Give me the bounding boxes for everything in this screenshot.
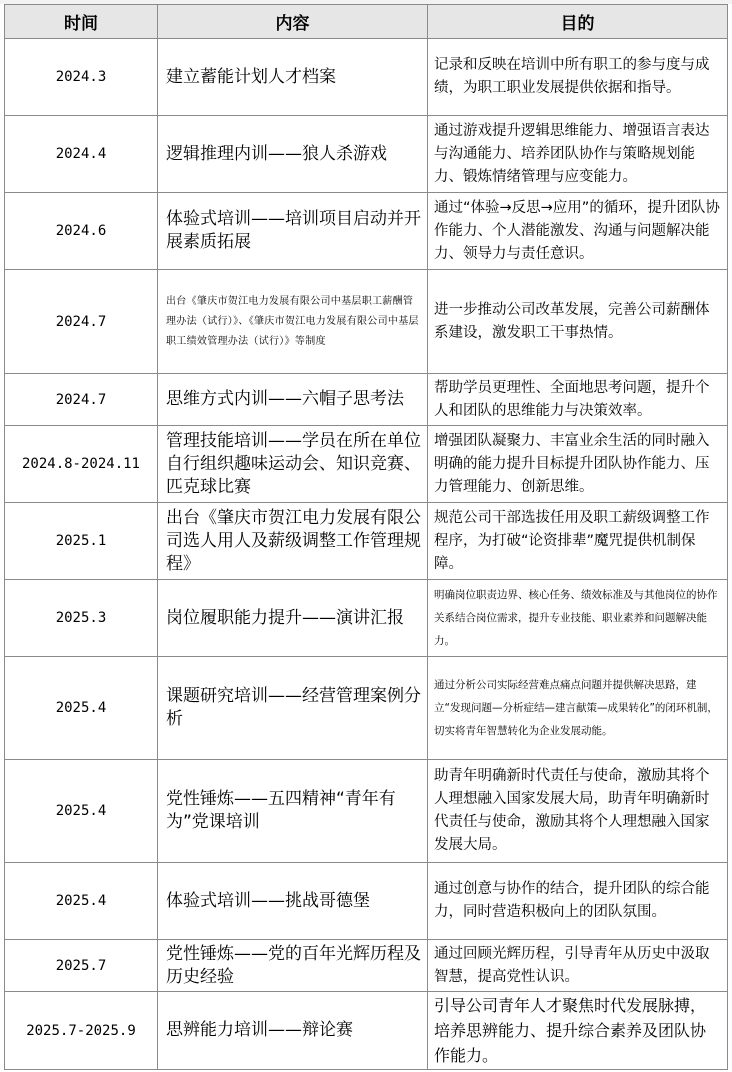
content-cell: 课题研究培训——经营管理案例分析 [158, 657, 428, 760]
purpose-cell: 规范公司干部选拔任用及职工薪级调整工作程序，为打破“论资排辈”魔咒提供机制保障。 [428, 503, 728, 580]
time-cell: 2024.4 [5, 116, 158, 193]
header-time: 时间 [5, 5, 158, 39]
time-cell: 2024.7 [5, 270, 158, 374]
time-cell: 2025.4 [5, 760, 158, 863]
content-cell: 党性锤炼——五四精神“青年有为”党课培训 [158, 760, 428, 863]
purpose-cell: 明确岗位职责边界、核心任务、绩效标准及与其他岗位的协作关系结合岗位需求，提升专业技能、职业素养和问题解决能力。 [428, 580, 728, 657]
time-cell: 2024.8-2024.11 [5, 426, 158, 503]
content-cell: 逻辑推理内训——狼人杀游戏 [158, 116, 428, 193]
header-purpose: 目的 [428, 5, 728, 39]
content-cell: 出台《肇庆市贺江电力发展有限公司中基层职工薪酬管理办法（试行）》、《肇庆市贺江电力发展有限公司中基层职工绩效管理办法（试行）》等制度 [158, 270, 428, 374]
purpose-cell: 通过游戏提升逻辑思维能力、增强语言表达与沟通能力、培养团队协作与策略规划能力、锻炼情绪管理与应变能力。 [428, 116, 728, 193]
table-row [5, 270, 728, 374]
purpose-cell: 助青年明确新时代责任与使命，激励其将个人理想融入国家发展大局，助青年明确新时代责任与使命，激励其将个人理想融入国家发展大局。 [428, 760, 728, 863]
time-cell: 2024.6 [5, 193, 158, 270]
table-row [5, 657, 728, 760]
purpose-cell: 通过创意与协作的结合，提升团队的综合能力，同时营造积极向上的团队氛围。 [428, 863, 728, 940]
time-cell: 2025.1 [5, 503, 158, 580]
table-row [5, 426, 728, 503]
training-schedule-sheet [4, 4, 728, 1068]
time-cell: 2025.7-2025.9 [5, 992, 158, 1070]
table-row [5, 116, 728, 193]
table-row [5, 992, 728, 1070]
table-row [5, 940, 728, 992]
training-schedule-table [4, 4, 728, 1070]
content-cell: 体验式培训——培训项目启动并开展素质拓展 [158, 193, 428, 270]
time-cell: 2025.7 [5, 940, 158, 992]
purpose-cell: 帮助学员更理性、全面地思考问题，提升个人和团队的思维能力与决策效率。 [428, 374, 728, 426]
time-cell: 2025.3 [5, 580, 158, 657]
table-row [5, 39, 728, 116]
purpose-cell: 进一步推动公司改革发展，完善公司薪酬体系建设，激发职工干事热情。 [428, 270, 728, 374]
table-body [5, 39, 728, 1070]
purpose-cell: 通过分析公司实际经营难点痛点问题并提供解决思路，建立“发现问题—分析症结—建言献策—成果转化”的闭环机制，切实将青年智慧转化为企业发展动能。 [428, 657, 728, 760]
table-row [5, 760, 728, 863]
content-cell: 建立蓄能计划人才档案 [158, 39, 428, 116]
table-row [5, 863, 728, 940]
table-row [5, 503, 728, 580]
table-row [5, 374, 728, 426]
content-cell: 思维方式内训——六帽子思考法 [158, 374, 428, 426]
table-row [5, 580, 728, 657]
time-cell: 2025.4 [5, 863, 158, 940]
content-cell: 管理技能培训——学员在所在单位自行组织趣味运动会、知识竞赛、匹克球比赛 [158, 426, 428, 503]
time-cell: 2024.7 [5, 374, 158, 426]
table-row [5, 193, 728, 270]
content-cell: 出台《肇庆市贺江电力发展有限公司选人用人及薪级调整工作管理规程》 [158, 503, 428, 580]
header-content: 内容 [158, 5, 428, 39]
content-cell: 党性锤炼——党的百年光辉历程及历史经验 [158, 940, 428, 992]
content-cell: 思辨能力培训——辩论赛 [158, 992, 428, 1070]
time-cell: 2024.3 [5, 39, 158, 116]
purpose-cell: 记录和反映在培训中所有职工的参与度与成绩，为职工职业发展提供依据和指导。 [428, 39, 728, 116]
content-cell: 体验式培训——挑战哥德堡 [158, 863, 428, 940]
purpose-cell: 通过回顾光辉历程，引导青年从历史中汲取智慧，提高党性认识。 [428, 940, 728, 992]
purpose-cell: 通过“体验→反思→应用”的循环，提升团队协作能力、个人潜能激发、沟通与问题解决能力、领导力与责任意识。 [428, 193, 728, 270]
header-row [5, 5, 728, 39]
table-header [5, 5, 728, 39]
content-cell: 岗位履职能力提升——演讲汇报 [158, 580, 428, 657]
purpose-cell: 引导公司青年人才聚焦时代发展脉搏，培养思辨能力、提升综合素养及团队协作能力。 [428, 992, 728, 1070]
time-cell: 2025.4 [5, 657, 158, 760]
purpose-cell: 增强团队凝聚力、丰富业余生活的同时融入明确的能力提升目标提升团队协作能力、压力管理能力、创新思维。 [428, 426, 728, 503]
